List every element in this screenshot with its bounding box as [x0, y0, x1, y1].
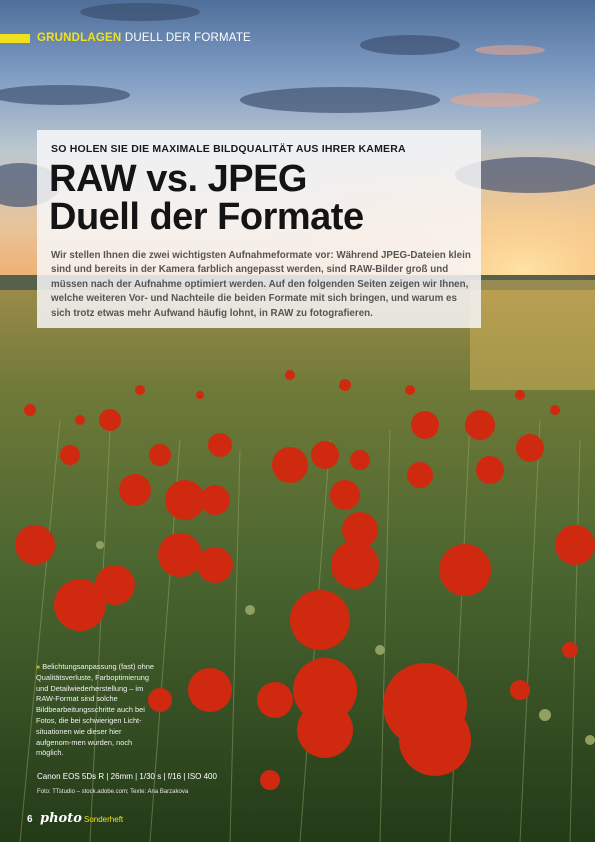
magazine-logo: photo — [40, 811, 82, 826]
photo-caption — [36, 662, 156, 759]
article-title — [49, 160, 364, 236]
section-header — [37, 32, 251, 44]
photo-credit: Foto: TTstudio – stock.adobe.com; Texte: Ana Barzakova — [37, 789, 189, 795]
exif-data: Canon EOS 5Ds R | 26mm | 1/30 s | f/16 | ISO 400 — [37, 772, 217, 781]
kicker: SO HOLEN SIE DIE MAXIMALE BILDQUALITÄT AUS IHRER KAMERA — [51, 143, 406, 155]
page-number: 6 — [27, 814, 33, 825]
lead-paragraph: Wir stellen Ihnen die zwei wichtigsten Aufnahmeformate vor: Während JPEG-Dateien klein sind und bereits in der Kamera farblich angepasst werden, sind RAW-Bilder groß und müssen nach der Aufnahme optimiert werden. Auf den folgenden Seiten zeigen wir Ihnen, welche weiteren Vor- und Nachteile die beiden Formate mit sich bringen, und warum es sich trotz etwas mehr Aufwand häufig lohnt, in RAW zu fotografieren. — [51, 250, 471, 319]
headline-box — [37, 130, 481, 328]
title-line-2: Duell der Formate — [49, 196, 364, 238]
section-accent-bar — [0, 34, 30, 43]
caption-arrow-icon: » — [36, 662, 41, 671]
edition-label: Sonderheft — [84, 815, 124, 824]
section-category: GRUNDLAGEN — [37, 32, 122, 44]
section-topic: DUELL DER FORMATE — [124, 32, 251, 44]
title-line-1: RAW vs. JPEG — [49, 158, 307, 200]
caption-text: Belichtungsanpassung (fast) ohne Qualitätsverluste, Farboptimierung und Detailwiederherstellung – im RAW-Format sind solche Bildbearbeitungsschritte auch bei Fotos, die bei schwierigen Licht-situationen wie dieser hier aufgenom-men wurden, noch möglich. — [36, 662, 154, 758]
